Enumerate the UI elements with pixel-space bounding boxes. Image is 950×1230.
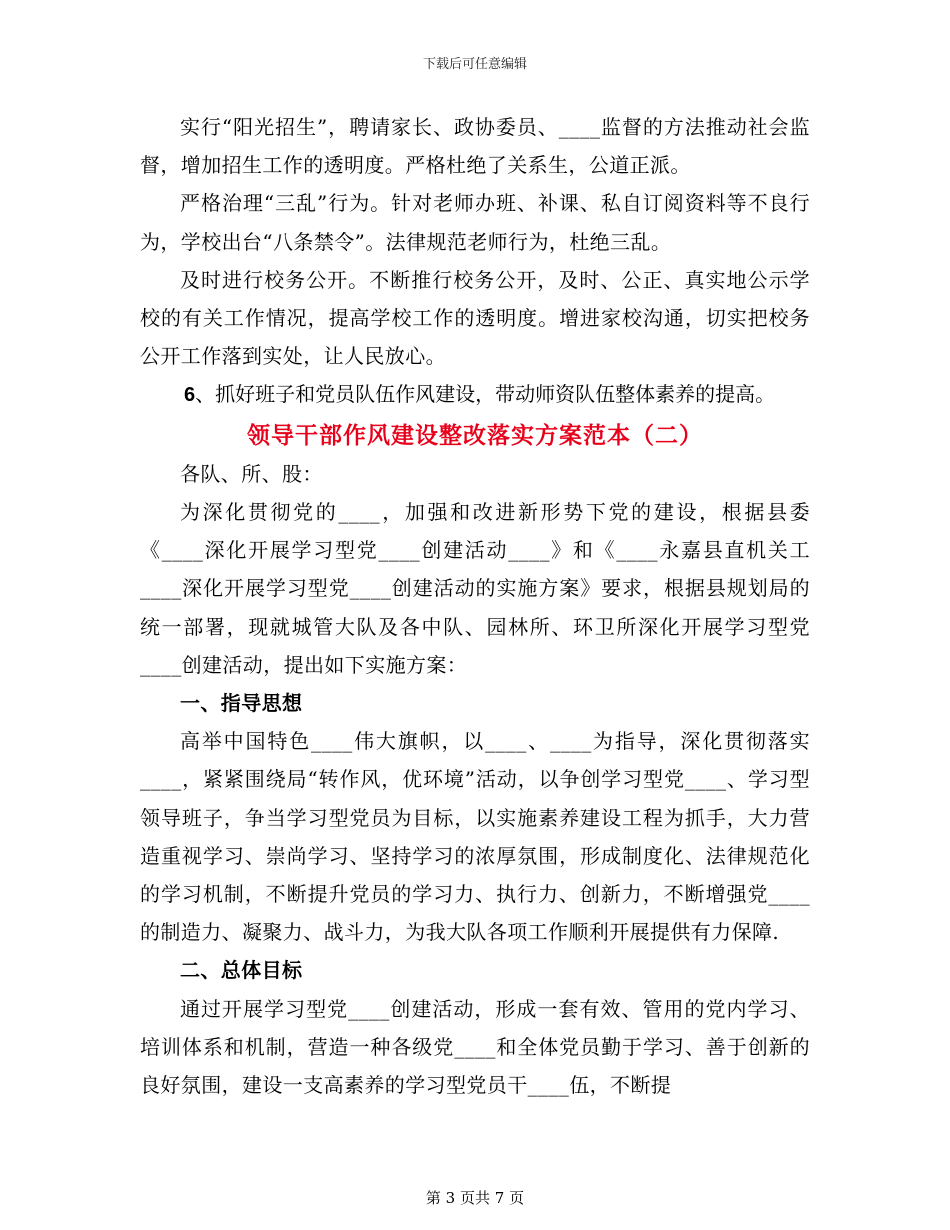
paragraph-guiding-ideology: 高举中国特色____伟大旗帜，以____、____为指导，深化贯彻落实____，紧紧围绕局“转作风，优环境”活动，以争创学习型党____、学习型领导班子，争当学习型党员为目标，以实施素养建设工程为抓手，大力营造重视学习、崇尚学习、坚持学习的浓厚氛围，形成制度化、法律规范化的学习机制，不断提升党员的学习力、执行力、创新力，不断增强党____的制造力、凝聚力、战斗力，为我大队各项工作顺利开展提供有力保障. [140,729,810,945]
section-title: 领导干部作风建设整改落实方案范本（二） [247,422,703,449]
paragraph-three-chaos: 严格治理“三乱”行为。针对老师办班、补课、私自订阅资料等不良行为，学校出台“八条禁令”。法律规范老师行为，杜绝三乱。 [140,191,810,254]
paragraph-overall-goal: 通过开展学习型党____创建活动，形成一套有效、管用的党内学习、培训体系和机制，营造一种各级党____和全体党员勤于学习、善于创新的良好氛围，建设一支高素养的学习型党员干____伍，不断提 [140,996,810,1098]
page-header: 下载后可任意编辑 [422,57,527,72]
page-footer: 第 3 页共 7 页 [425,1189,525,1207]
intro-paragraph: 为深化贯彻党的____，加强和改进新形势下党的建设，根据县委《____深化开展学习型党____创建活动____》和《____永嘉县直机关工____深化开展学习型党____创建活动的实施方案》要求，根据县规划局的统一部署，现就城管大队及各中队、园林所、环卫所深化开展学习型党____创建活动，提出如下实施方案： [140,500,810,677]
list-item-number: 6 [184,384,196,407]
salutation: 各队、所、股： [180,461,323,486]
heading-guiding-ideology: 一、指导思想 [180,691,303,716]
list-item-6 [140,375,810,414]
list-item-text: 、抓好班子和党员队伍作风建设，带动师资队伍整体素养的提高。 [195,382,776,407]
heading-overall-goal: 二、总体目标 [180,958,303,983]
paragraph-enrollment: 实行“阳光招生”，聘请家长、政协委员、____监督的方法推动社会监督，增加招生工作的透明度。严格杜绝了关系生，公道正派。 [140,115,810,178]
paragraph-affairs-disclosure: 及时进行校务公开。不断推行校务公开，及时、公正、真实地公示学校的有关工作情况，提高学校工作的透明度。增进家校沟通，切实把校务公开工作落到实处，让人民放心。 [140,267,810,369]
page-content [140,108,810,1104]
